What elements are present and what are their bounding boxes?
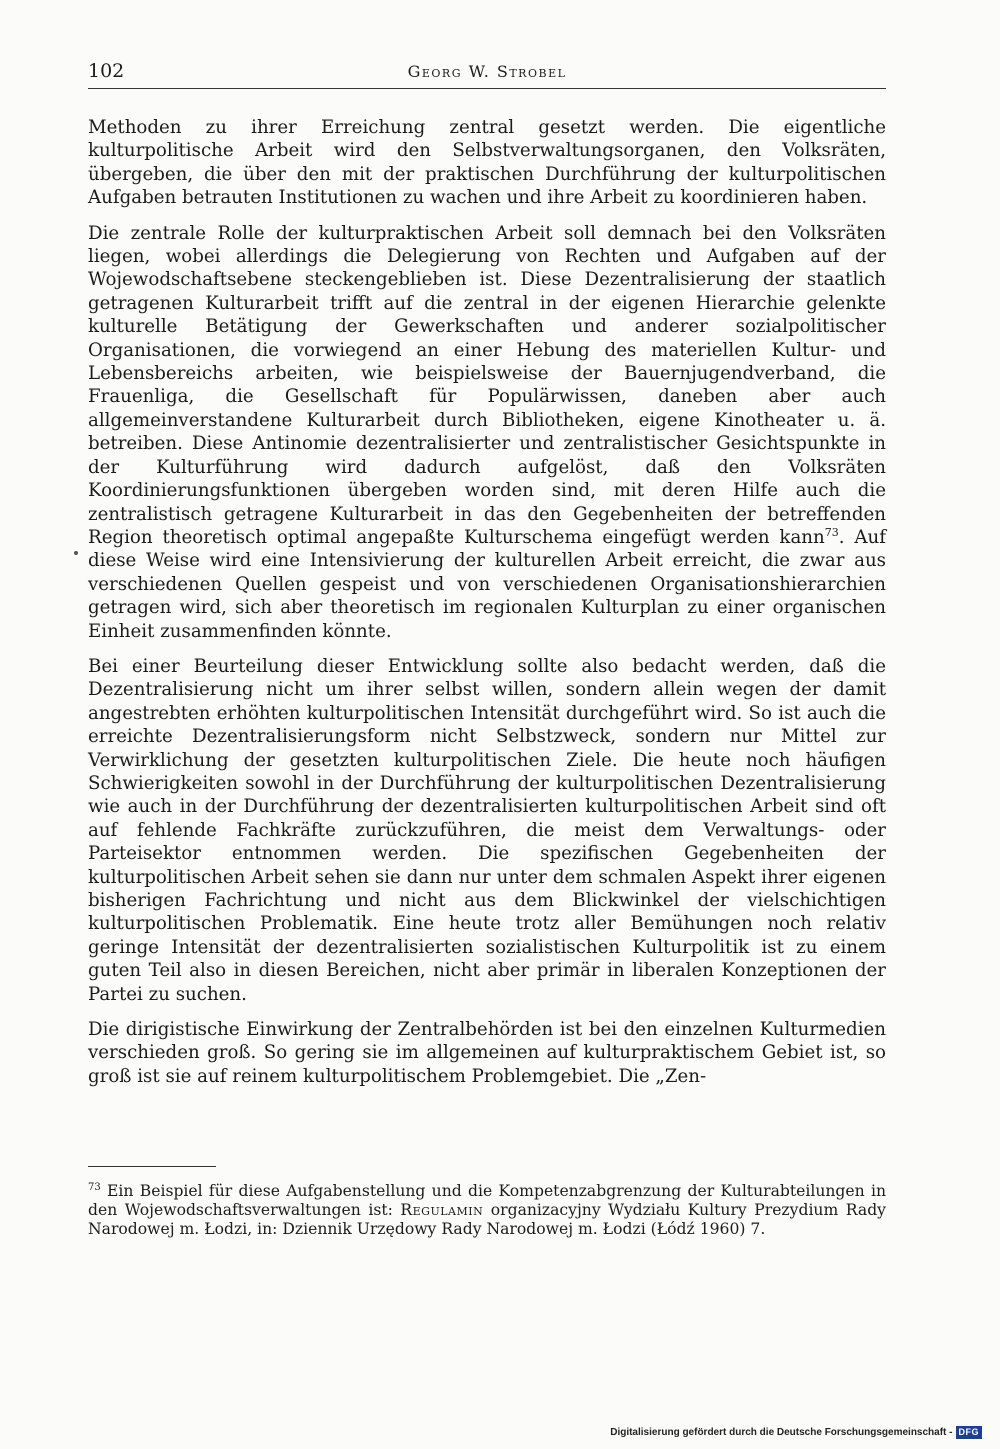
footnotes bbox=[88, 1182, 886, 1239]
body-text bbox=[88, 116, 886, 1100]
footnote-divider bbox=[88, 1166, 216, 1167]
footnote-reference[interactable]: 73 bbox=[824, 525, 839, 539]
footnote bbox=[88, 1182, 886, 1239]
margin-mark bbox=[74, 551, 78, 555]
paragraph-text: Die zentrale Rolle der kulturpraktischen Arbeit soll demnach bei den Volksräten liegen, wobei allerdings die Delegierung von Rechten und Aufgaben auf der Wojewodschaftsebene steckengeblieben ist. Diese Dezentralisierung der staatlich getragenen Kulturarbeit trifft auf die zentral in der eigenen Hierarchie gelenkte kulturelle Betätigung der Gewerkschaften und anderer sozialpolitischer Organisationen, die vorwiegend an einer Hebung des materiellen Kultur- und Lebensbereichs arbeiten, wie beispielsweise der Bauernjugendverband, die Frauenliga, die Gesellschaft für Populärwissen, daneben aber auch allgemeinverstandene Kulturarbeit durch Bibliotheken, eigene Kinotheater u. ä. betreiben. Diese Antinomie dezentralisierter und zentralistischer Gesichtspunkte in der Kulturführung wird dadurch aufgelöst, daß den Volksräten Koordinierungsfunktionen übergeben worden sind, mit deren Hilfe auch die zentralistisch getragene Kulturarbeit in das den Gegebenheiten der betreffenden Region theoretisch optimal angepaßte Kulturschema eingefügt werden kann bbox=[88, 222, 886, 548]
paragraph-text: . Auf diese Weise wird eine Intensivierung der kulturellen Arbeit erreicht, die zwar aus verschiedenen Quellen gespeist und von verschiedenen Organisationshierarchien getragen wird, sich aber theoretisch im regionalen Kulturplan zu einer organischen Einheit zusammenfinden könnte. bbox=[88, 526, 886, 642]
paragraph: Die dirigistische Einwirkung der Zentralbehörden ist bei den einzelnen Kulturmedien verschieden groß. So gering sie im allgemeinen auf kulturpraktischem Gebiet ist, so groß ist sie auf reinem kulturpolitischem Problemgebiet. Die „Zen- bbox=[88, 1019, 886, 1087]
digitization-note: Digitalisierung gefördert durch die Deutsche Forschungsgemeinschaft - bbox=[610, 1426, 953, 1438]
running-head-author: Georg W. Strobel bbox=[407, 62, 567, 81]
page-number: 102 bbox=[88, 60, 125, 82]
footnote-text: Ein Beispiel für diese Aufgabenstellung und die Kompetenzabgrenzung der Kulturabteilungen in den Wojewodschaftsverwaltungen ist: bbox=[88, 1182, 886, 1219]
footnote-number: 73 bbox=[88, 1181, 101, 1193]
footnote-title-smallcaps: Regulamin bbox=[400, 1201, 484, 1219]
dfg-logo-icon: DFG bbox=[956, 1426, 983, 1439]
paragraph bbox=[88, 222, 886, 643]
digitization-footer bbox=[610, 1423, 982, 1441]
running-head bbox=[88, 58, 886, 89]
footnote-text: organizacyjny Wydziału Kultury Prezydium Rady Narodowej m. Łodzi, in: Dziennik Urzędowy Rady Narodowej m. Łodzi (Łódź 1960) 7. bbox=[88, 1201, 886, 1238]
paragraph: Methoden zu ihrer Erreichung zentral gesetzt werden. Die eigentliche kulturpolitische Arbeit wird den Selbstverwaltungsorganen, den Volksräten, übergeben, die über den mit der praktischen Durchführung der kulturpolitischen Aufgaben betrauten Institutionen zu wachen und ihre Arbeit zu koordinieren haben. bbox=[88, 117, 886, 209]
paragraph: Bei einer Beurteilung dieser Entwicklung sollte also bedacht werden, daß die Dezentralisierung nicht um ihrer selbst willen, sondern allein wegen der damit angestrebten erhöhten kulturpolitischen Intensität durchgeführt wird. So ist auch die erreichte Dezentralisierungsform nicht Selbstzweck, sondern nur Mittel zur Verwirklichung der gesetzten kulturpolitischen Ziele. Die heute noch häufigen Schwierigkeiten sowohl in der Durchführung der kulturpolitischen Dezentralisierung wie auch in der Durchführung der dezentralisierten kulturpolitischen Arbeit sind oft auf fehlende Fachkräfte zurückzuführen, die meist dem Verwaltungs- oder Parteisektor entnommen werden. Die spezifischen Gegebenheiten der kulturpolitischen Arbeit sehen sie dann nur unter dem schmalen Aspekt ihrer eigenen bisherigen Fachrichtung und nicht aus dem Blickwinkel der vielschichtigen kulturpolitischen Problematik. Eine heute trotz aller Bemühungen noch relativ geringe Intensität der dezentralisierten sozialistischen Kulturpolitik ist zu einem guten Teil also in diesen Bereichen, nicht aber primär in liberalen Konzeptionen der Partei zu suchen. bbox=[88, 655, 886, 1005]
